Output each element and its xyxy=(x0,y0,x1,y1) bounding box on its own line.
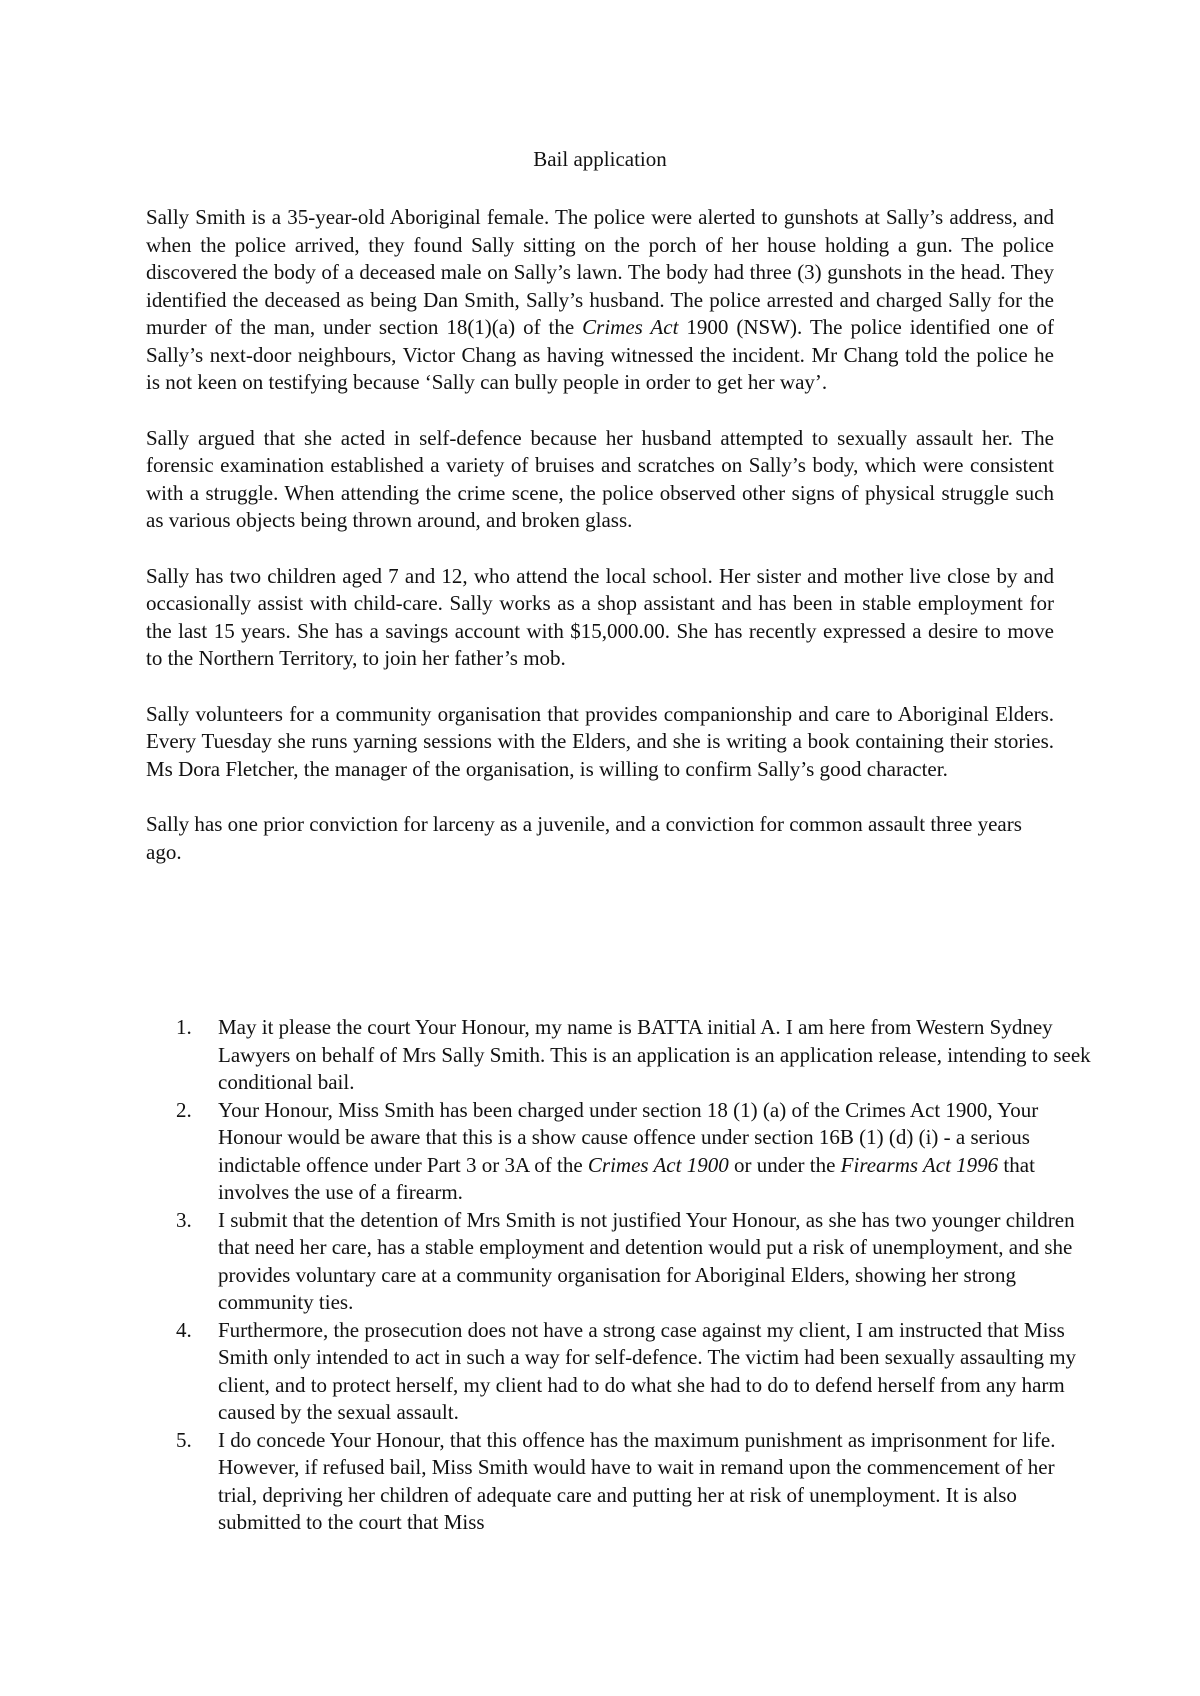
facts-section xyxy=(146,204,1054,894)
facts-paragraph-5 xyxy=(146,811,1054,866)
text-run: 1900 (NSW). The police identified one of Sally’s next-door neighbours, Victor Chang as having witnessed the incident. Mr Chang told the police he is not keen on testifying because ‘Sally can bully people in order to get her way’. xyxy=(146,315,1054,394)
list-number: 2. xyxy=(176,1097,192,1122)
statute-name: Crimes Act 1900 xyxy=(587,1152,729,1177)
submission-item-2 xyxy=(176,1097,1098,1207)
text-run: Sally volunteers for a community organisation that provides companionship and care to Aboriginal Elders. Every Tuesday she runs yarning sessions with the Elders, and she is writing a book containing their stories. Ms Dora Fletcher, the manager of the organisation, is willing to confirm Sally’s good character. xyxy=(146,701,1054,781)
submission-item-1 xyxy=(176,1014,1098,1097)
facts-paragraph-2 xyxy=(146,425,1054,535)
text-run: Sally has one prior conviction for larceny as a juvenile, and a conviction for common assault three years ago. xyxy=(146,812,1022,864)
facts-paragraph-3 xyxy=(146,563,1054,673)
submissions-list xyxy=(176,1014,1098,1537)
list-number: 5. xyxy=(176,1427,192,1452)
list-number: 4. xyxy=(176,1317,192,1342)
facts-paragraph-4 xyxy=(146,701,1054,784)
list-number: 3. xyxy=(176,1207,192,1232)
text-run: Your Honour, Miss Smith has been charged under section 18 (1) (a) of the Crimes Act 1900, Your Honour would be aware that this is a show cause offence under section 16B (1) (d) (i) - a serious indictable offence under Part 3 or 3A of the xyxy=(218,1097,1039,1177)
text-run: that involves the use of a firearm. xyxy=(218,1152,1035,1204)
statute-name: Firearms Act 1996 xyxy=(840,1152,999,1177)
text-run: Sally argued that she acted in self-defence because her husband attempted to sexually assault her. The forensic examination established a variety of bruises and scratches on Sally’s body, which were consistent with a struggle. When attending the crime scene, the police observed other signs of physical struggle such as various objects being thrown around, and broken glass. xyxy=(146,425,1054,532)
statute-name: Crimes Act xyxy=(582,315,679,339)
list-number: 1. xyxy=(176,1015,192,1039)
submission-item-3 xyxy=(176,1207,1098,1317)
page-title: Bail application xyxy=(533,147,667,171)
text-run: I submit that the detention of Mrs Smith is not justified Your Honour, as she has two younger children that need her care, has a stable employment and detention would put a risk of unemployment, and she provides voluntary care at a community organisation for Aboriginal Elders, showing her strong community ties. xyxy=(218,1207,1075,1314)
text-run: May it please the court Your Honour, my name is BATTA initial A. I am here from Western Sydney Lawyers on behalf of Mrs Sally Smith. This is an application is an application release, intending to seek conditional bail. xyxy=(218,1015,1091,1094)
text-run: I do concede Your Honour, that this offence has the maximum punishment as imprisonment for life. However, if refused bail, Miss Smith would have to wait in remand upon the commencement of her trial, depriving her children of adequate care and putting her at risk of unemployment. It is also submitted to the court that Miss xyxy=(218,1427,1056,1534)
submission-item-4 xyxy=(176,1317,1098,1427)
facts-paragraph-1 xyxy=(146,204,1054,397)
text-run: or under the xyxy=(728,1152,841,1177)
text-run: Sally has two children aged 7 and 12, who attend the local school. Her sister and mother live close by and occasionally assist with child-care. Sally works as a shop assistant and has been in stable employment for the last 15 years. She has a savings account with $15,000.00. She has recently expressed a desire to move to the Northern Territory, to join her father’s mob. xyxy=(146,563,1054,670)
text-run: Furthermore, the prosecution does not have a strong case against my client, I am instructed that Miss Smith only intended to act in such a way for self-defence. The victim had been sexually assaulting my client, and to protect herself, my client had to do what she had to do to defend herself from any harm caused by the sexual assault. xyxy=(218,1317,1077,1424)
text-run: Sally Smith is a 35-year-old Aboriginal female. The police were alerted to gunshots at Sally’s address, and when the police arrived, they found Sally sitting on the porch of her house holding a gun. The police discovered the body of a deceased male on Sally’s lawn. The body had three (3) gunshots in the head. They identified the deceased as being Dan Smith, Sally’s husband. The police arrested and charged Sally for the murder of the man, under section 18(1)(a) of the xyxy=(146,205,1054,339)
submission-item-5 xyxy=(176,1427,1098,1537)
